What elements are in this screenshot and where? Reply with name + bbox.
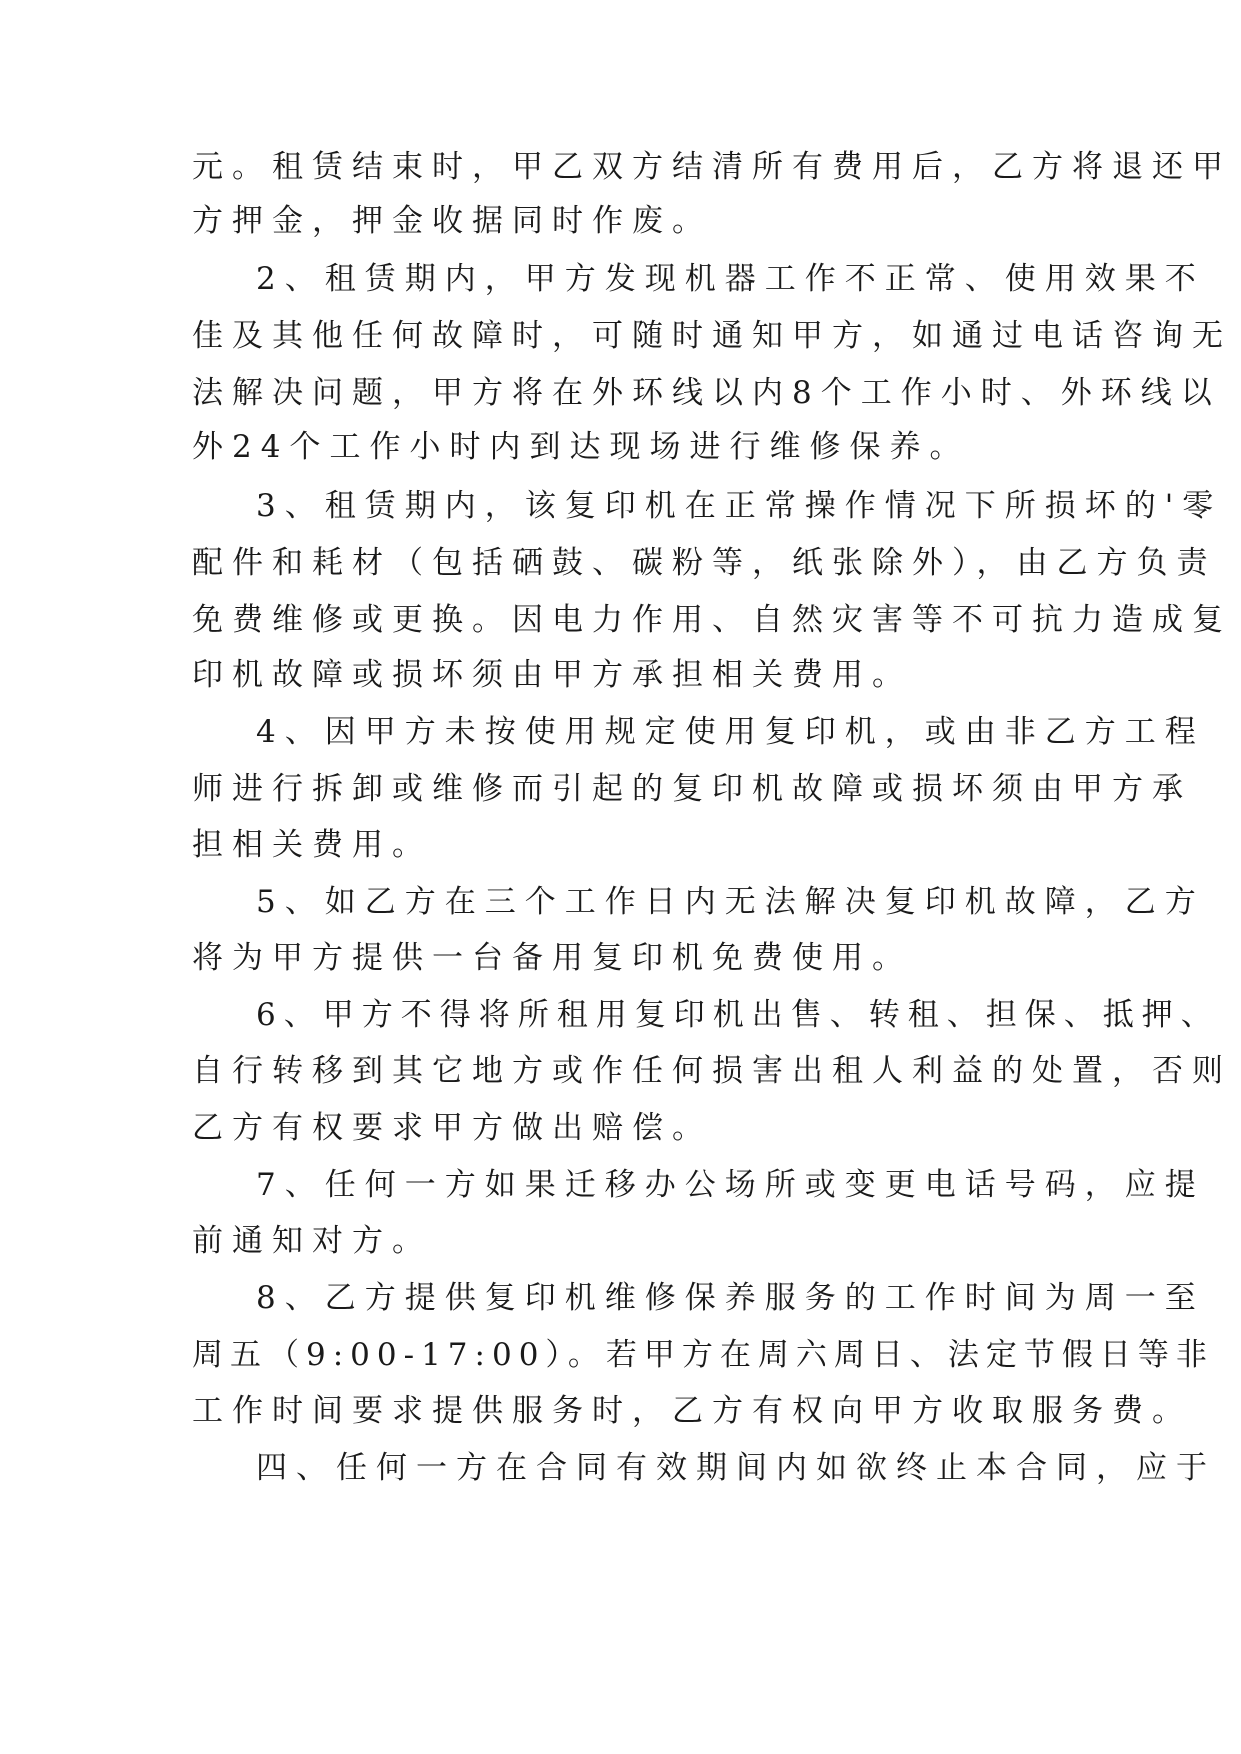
text-line: 工作时间要求提供服务时，乙方有权向甲方收取服务费。 [192, 1393, 1192, 1429]
text-line: 2、租赁期内，甲方发现机器工作不正常、使用效果不 [256, 261, 1205, 297]
text-line: 佳及其他任何故障时，可随时通知甲方，如通过电话咨询无 [192, 318, 1232, 354]
text-line: 四、任何一方在合同有效期间内如欲终止本合同，应于 [256, 1450, 1216, 1486]
text-line: 师进行拆卸或维修而引起的复印机故障或损坏须由甲方承 [192, 771, 1192, 807]
text-line: 3、租赁期内，该复印机在正常操作情况下所损坏的'零 [256, 488, 1223, 524]
text-line: 外24个工作小时内到达现场进行维修保养。 [192, 429, 970, 465]
text-line: 方押金，押金收据同时作废。 [192, 203, 712, 239]
text-line: 4、因甲方未按使用规定使用复印机，或由非乙方工程 [256, 714, 1205, 750]
text-line: 元。租赁结束时，甲乙双方结清所有费用后，乙方将退还甲 [192, 149, 1232, 185]
text-line: 法解决问题，甲方将在外环线以内8个工作小时、外环线以 [192, 375, 1221, 411]
text-line: 担相关费用。 [192, 827, 432, 863]
text-line: 5、如乙方在三个工作日内无法解决复印机故障，乙方 [256, 884, 1205, 920]
text-line: 配件和耗材（包括硒鼓、碳粉等，纸张除外），由乙方负责 [192, 545, 1217, 581]
text-line: 免费维修或更换。因电力作用、自然灾害等不可抗力造成复 [192, 602, 1232, 638]
text-line: 7、任何一方如果迁移办公场所或变更电话号码，应提 [256, 1167, 1205, 1203]
text-line: 8、乙方提供复印机维修保养服务的工作时间为周一至 [256, 1280, 1205, 1316]
text-line: 周五（9:00-17:00）。若甲方在周六周日、法定节假日等非 [192, 1337, 1214, 1373]
text-line: 自行转移到其它地方或作任何损害出租人利益的处置，否则 [192, 1053, 1232, 1089]
text-line: 前通知对方。 [192, 1223, 432, 1259]
text-line: 乙方有权要求甲方做出赔偿。 [192, 1110, 712, 1146]
text-line: 将为甲方提供一台备用复印机免费使用。 [192, 940, 912, 976]
text-line: 6、甲方不得将所租用复印机出售、转租、担保、抵押、 [256, 997, 1220, 1033]
text-line: 印机故障或损坏须由甲方承担相关费用。 [192, 657, 912, 693]
